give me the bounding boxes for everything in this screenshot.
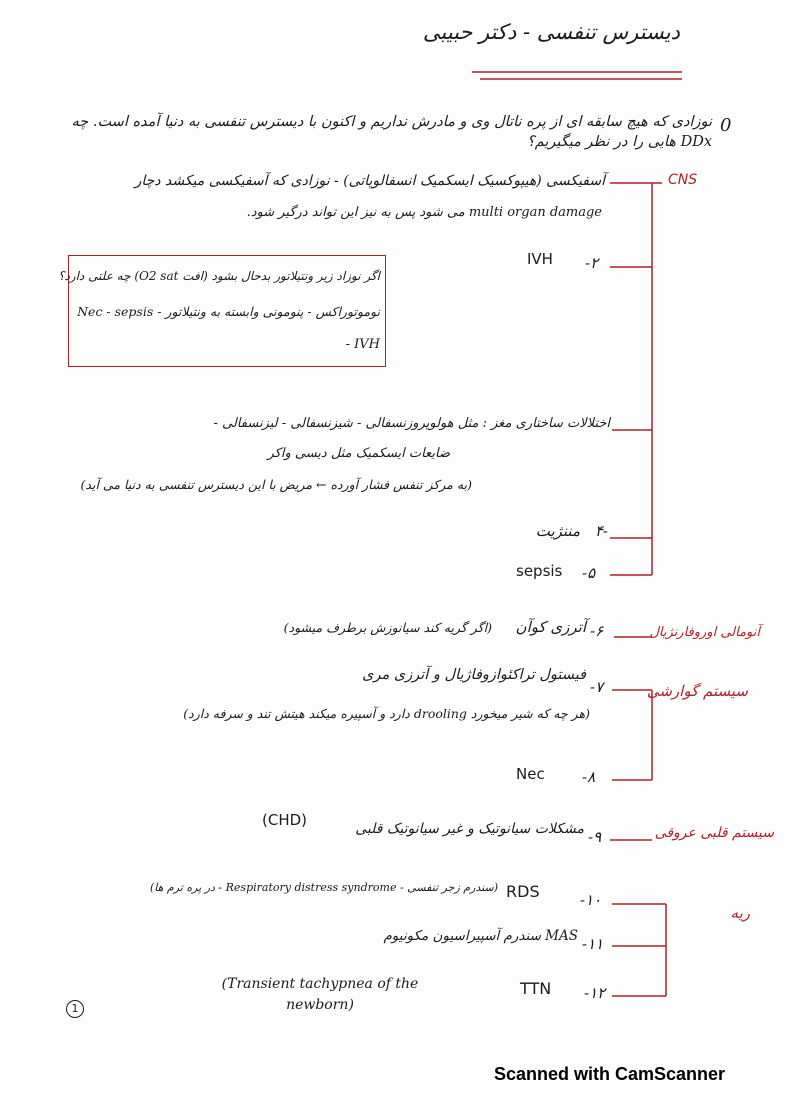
cns-bracket (610, 183, 662, 575)
item-7-line2: (هر چه که شیر میخورد drooling دارد و آسپیره میکند هیتش تند و سرفه دارد) (183, 706, 590, 721)
item-6-label: آترزی کوآن (515, 618, 586, 636)
category-oropharyngeal: آنومالی اوروفارنژیال (649, 625, 760, 640)
category-cns: CNS (668, 172, 698, 188)
item-8-number: -۸ (582, 768, 596, 786)
category-gi: سیستم گوارشی (646, 682, 748, 700)
item-6-number: -۶ (590, 622, 604, 640)
item-4-text: مننژیت (535, 522, 580, 540)
lung-bracket (612, 904, 666, 996)
item-5-number: -۵ (582, 564, 596, 582)
item-11-number: -۱۱ (582, 935, 604, 953)
item-12-note: (Transient tachypnea of the newborn) (221, 976, 419, 1013)
item-9-label: مشکلات سیانوتیک و غیر سیانوتیک قلبی (355, 821, 584, 837)
box-line-1: اگر نوزاد زیر ونتیلاتور بدحال بشود (افت O2 sat) چه علتی دارد؟ (58, 269, 380, 283)
item-7-label: فیستول تراکئوازوفاژیال و آترزی مری (362, 667, 586, 683)
item-3-label: اختلالات ساختاری مغز : مثل هولوپروزنسفالی - شیزنسفالی - لیزنسفالی - (213, 416, 610, 431)
item-12-number: -۱۲ (584, 984, 606, 1002)
item-4-label: -۴ (594, 522, 608, 540)
item-10-note: (سندرم زجر تنفسی - Respiratory distress syndrome - در پره ترم ها) (149, 881, 498, 894)
page-number-marker: 1 (66, 1000, 84, 1018)
item-10-number: -۱۰ (580, 891, 602, 909)
page-title: دیسترس تنفسی - دکتر حبیبی (422, 20, 680, 44)
item-2-label: IVH (527, 250, 553, 268)
item-5-label: sepsis (516, 562, 563, 580)
question-number: 0 (720, 115, 732, 136)
item-2-number: -۲ (585, 254, 599, 272)
item-6-note: (اگر گریه کند سیانوزش برطرف میشود) (283, 620, 492, 635)
scanner-watermark: Scanned with CamScanner (494, 1064, 726, 1084)
gi-bracket (612, 690, 652, 780)
item-1-line2: multi organ damage می شود پس به نیز این تواند درگیر شود. (246, 205, 602, 220)
item-10-label: RDS (506, 882, 540, 901)
item-3-line2: ضایعات ایسکمیک مثل دیسی واکر (267, 446, 450, 461)
category-cardio: سیستم قلبی عروقی (654, 825, 774, 841)
item-3-line3: (به مرکز تنفس فشار آورده ← مریض با این دیسترس تنفسی به دنیا می آید) (80, 477, 472, 492)
box-line-3: IVH - (345, 337, 380, 352)
item-9-number: -۹ (588, 828, 602, 846)
item-9-note: (CHD) (262, 811, 308, 829)
item-7-number: -۷ (590, 678, 604, 696)
box-line-2: نوموتوراکس - پنومونی وابسته به ونتیلاتور - Nec - sepsis (77, 304, 380, 319)
item-1-label: آسفیکسی (هیپوکسیک ایسکمیک انسفالوپاتی) - نوزادی که آسفیکسی میکشد دچار (134, 173, 605, 189)
item-8-label: Nec (516, 765, 545, 783)
item-11-label: MAS سندرم آسپیراسیون مکونیوم (383, 928, 578, 944)
item-12-label: TTN (520, 979, 552, 998)
question-text: نوزادی که هیچ سابقه ای از پره ناتال وی و مادرش نداریم و اکنون با دیسترس تنفسی به دنیا آمده است. چه DDx هایی را در نظر میگیریم؟ (71, 114, 712, 151)
category-lung: ریه (730, 904, 750, 922)
